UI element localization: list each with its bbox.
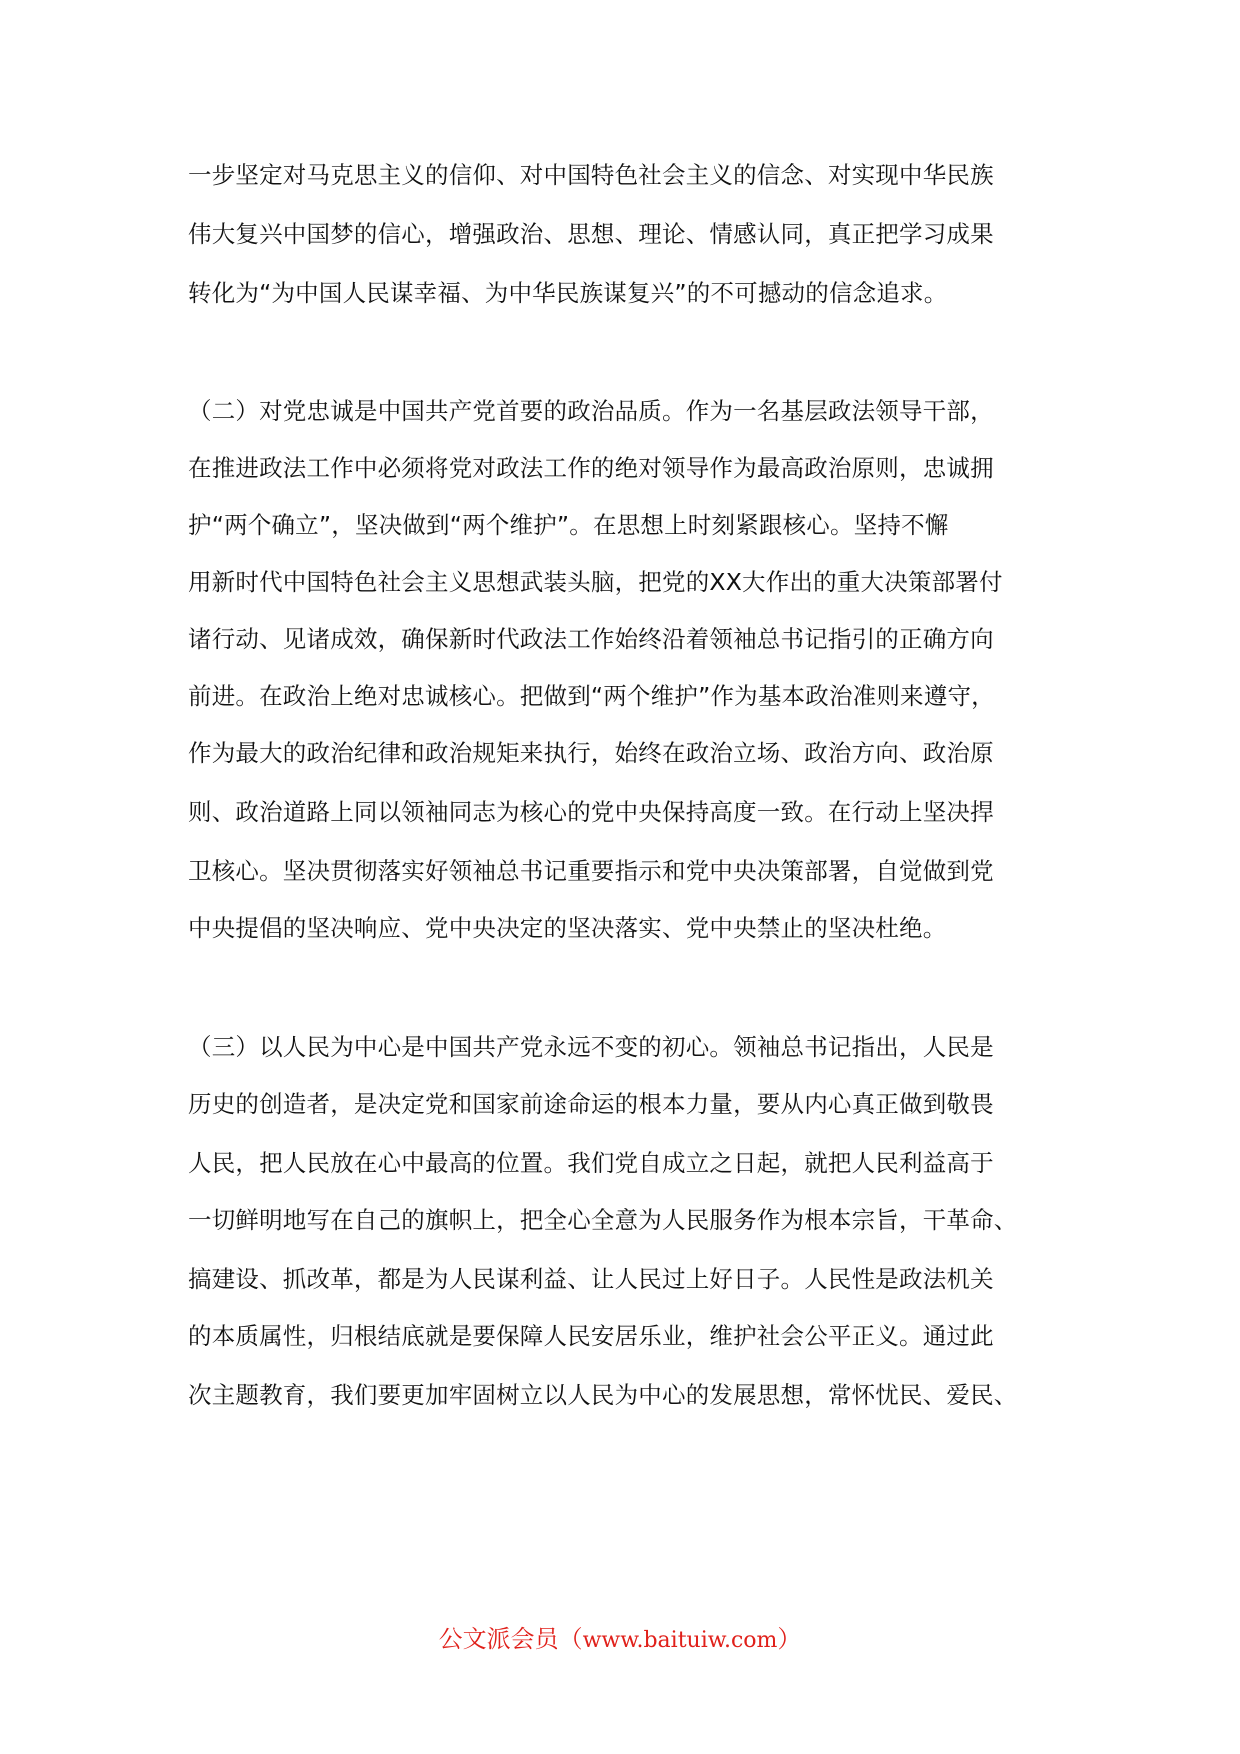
text-line: 一步坚定对马克思主义的信仰、对中国特色社会主义的信念、对实现中华民族 [188, 161, 994, 189]
text-line: 次主题教育，我们要更加牢固树立以人民为中心的发展思想，常怀忧民、爱民、 [188, 1381, 1018, 1409]
text-line: 则、政治道路上同以领袖同志为核心的党中央保持高度一致。在行动上坚决捍 [188, 798, 994, 826]
text-line: 一切鲜明地写在自己的旗帜上，把全心全意为人民服务作为根本宗旨，干革命、 [188, 1206, 1018, 1234]
text-line: 转化为“为中国人民谋幸福、为中华民族谋复兴”的不可撼动的信念追求。 [188, 279, 948, 307]
text-line: 伟大复兴中国梦的信心，增强政治、思想、理论、情感认同，真正把学习成果 [188, 220, 994, 248]
text-line: 卫核心。坚决贯彻落实好领袖总书记重要指示和党中央决策部署，自觉做到党 [188, 857, 994, 885]
text-line: 人民，把人民放在心中最高的位置。我们党自成立之日起，就把人民利益高于 [188, 1149, 994, 1177]
text-line: 的本质属性，归根结底就是要保障人民安居乐业，维护社会公平正义。通过此 [188, 1322, 994, 1350]
text-line: 用新时代中国特色社会主义思想武装头脑，把党的XX大作出的重大决策部署付 [188, 568, 1003, 596]
text-line: 在推进政法工作中必须将党对政法工作的绝对领导作为最高政治原则，忠诚拥 [188, 454, 994, 482]
text-line: 中央提倡的坚决响应、党中央决定的坚决落实、党中央禁止的坚决杜绝。 [188, 914, 947, 942]
footer-close: ） [777, 1625, 802, 1653]
footer-brand: 公文派会员（ [438, 1625, 583, 1653]
text-line: 搞建设、抓改革，都是为人民谋利益、让人民过上好日子。人民性是政法机关 [188, 1265, 994, 1293]
footer-url[interactable]: www.baituiw.com [582, 1628, 778, 1653]
footer-watermark [0, 1624, 1240, 1656]
text-line: 护“两个确立”，坚决做到“两个维护”。在思想上时刻紧跟核心。坚持不懈 [188, 511, 949, 539]
text-line: （二）对党忠诚是中国共产党首要的政治品质。作为一名基层政法领导干部， [188, 397, 994, 425]
text-line: 前进。在政治上绝对忠诚核心。把做到“两个维护”作为基本政治准则来遵守， [188, 682, 995, 710]
text-line: （三）以人民为中心是中国共产党永远不变的初心。领袖总书记指出，人民是 [188, 1033, 994, 1061]
text-line: 历史的创造者，是决定党和国家前途命运的根本力量，要从内心真正做到敬畏 [188, 1090, 994, 1118]
text-line: 作为最大的政治纪律和政治规矩来执行，始终在政治立场、政治方向、政治原 [188, 739, 994, 767]
text-line: 诸行动、见诸成效，确保新时代政法工作始终沿着领袖总书记指引的正确方向 [188, 625, 994, 653]
